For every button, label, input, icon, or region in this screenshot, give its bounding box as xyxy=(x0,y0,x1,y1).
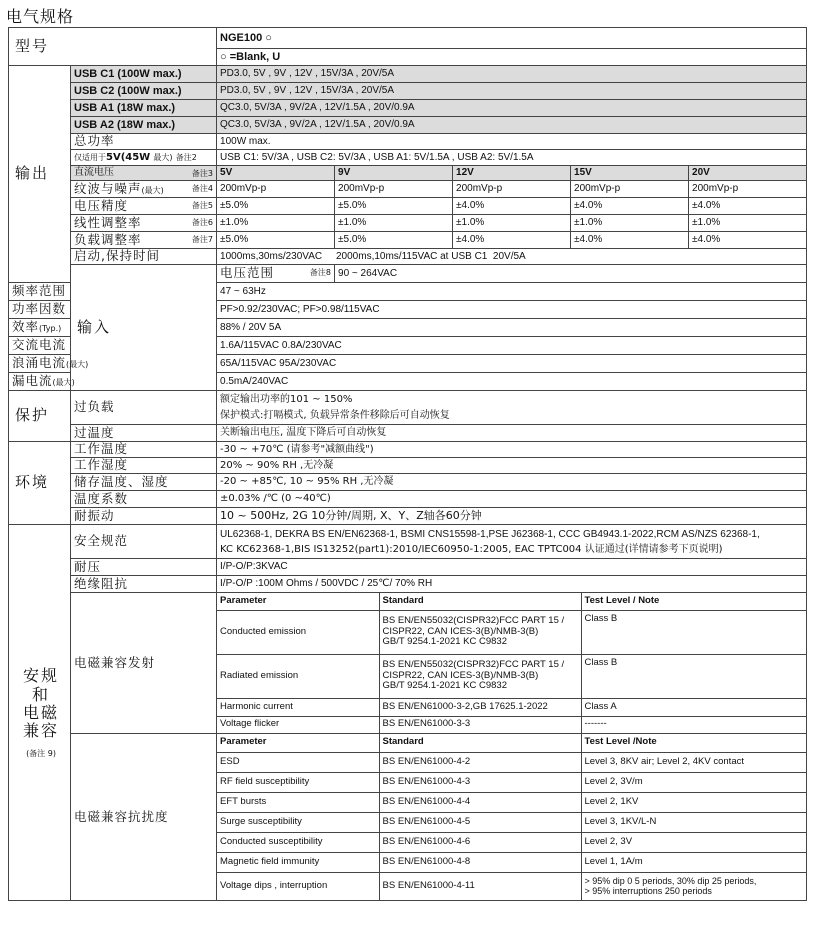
emission-standard: BS EN/EN61000-3-3 xyxy=(379,716,581,733)
overload-mode: 保护模式:打嗝模式, 负载异常条件移除后可自动恢复 xyxy=(217,408,807,425)
input-value: 47 ~ 63Hz xyxy=(217,283,807,301)
setup-hold-row xyxy=(9,249,807,265)
model-option: ○ =Blank, U xyxy=(217,49,807,66)
immunity-standard: BS EN/EN61000-4-4 xyxy=(379,792,581,812)
usb-row xyxy=(9,117,807,134)
safety-value: UL62368-1, DEKRA BS EN/EN62368-1, BSMI CNS15598-1,PSE J62368-1, CCC GB4943.1-2022,RCM AS/NZS 62368-1, KC KC62368-1,BIS IS13252(part1):2010/IEC60950-1:2005, EAC TPTC004 认证通过(详情请参考下页说明) xyxy=(217,525,807,559)
immunity-standard: BS EN/EN61000-4-6 xyxy=(379,832,581,852)
emission-header-standard: Standard xyxy=(379,593,581,610)
output-section-label: 输出 xyxy=(9,66,71,283)
safety-emc-label-line: 兼容 xyxy=(22,721,59,741)
env-row xyxy=(9,442,807,458)
safety-label: 安全规范 xyxy=(71,525,217,559)
emission-param: Harmonic current xyxy=(217,698,379,716)
overload-range: 额定输出功率的101 ~ 150% xyxy=(217,391,807,408)
ripple-value: 200mVp-p xyxy=(453,181,571,198)
emc-emission-cell xyxy=(217,593,807,734)
usb-row xyxy=(9,83,807,100)
usb-port-label: USB C1 (100W max.) xyxy=(71,66,217,83)
immunity-standard: BS EN/EN61000-4-11 xyxy=(379,872,581,900)
dc-voltage-value: 15V xyxy=(571,166,689,181)
emission-level: Class B xyxy=(581,610,806,654)
safety-emc-label-line: 和 xyxy=(31,684,50,704)
immunity-standard: BS EN/EN61000-4-3 xyxy=(379,772,581,792)
env-row xyxy=(9,508,807,525)
voltage-accuracy-value: ±4.0% xyxy=(571,198,689,215)
immunity-header-standard: Standard xyxy=(379,734,581,752)
immunity-row xyxy=(217,832,806,852)
environment-section-label: 环境 xyxy=(9,442,71,525)
env-label: 工作湿度 xyxy=(71,458,217,474)
usb-port-label: USB A2 (18W max.) xyxy=(71,117,217,134)
emission-level: Class B xyxy=(581,654,806,698)
emc-emission-label: 电磁兼容发射 xyxy=(71,593,217,734)
emc-immunity-cell xyxy=(217,734,807,901)
input-section-label: 输入 xyxy=(71,265,217,391)
dc-voltage-value: 5V xyxy=(217,166,335,181)
immunity-param: Voltage dips , interruption xyxy=(217,872,379,900)
total-power-label: 总功率 xyxy=(71,134,217,150)
model-label: 型号 xyxy=(9,28,217,66)
withstand-value: I/P-O/P:3KVAC xyxy=(217,559,807,576)
env-label: 温度系数 xyxy=(71,491,217,508)
immunity-header-level: Test Level /Note xyxy=(581,734,806,752)
input-label: 交流电流 xyxy=(9,337,71,355)
immunity-row xyxy=(217,852,806,872)
input-label: 功率因数 xyxy=(9,301,71,319)
ripple-value: 200mVp-p xyxy=(217,181,335,198)
dc-voltage-label: 直流电压 备注3 xyxy=(71,166,217,181)
emission-row xyxy=(217,698,806,716)
immunity-level: > 95% dip 0 5 periods, 30% dip 25 periods, > 95% interruptions 250 periods xyxy=(581,872,806,900)
dc-voltage-value: 20V xyxy=(689,166,807,181)
voltage-accuracy-row xyxy=(9,198,807,215)
immunity-level: Level 3, 1KV/L-N xyxy=(581,812,806,832)
voltage-accuracy-value: ±4.0% xyxy=(453,198,571,215)
load-regulation-value: ±4.0% xyxy=(689,232,807,249)
line-regulation-label: 线性调整率 备注6 xyxy=(71,215,217,232)
line-regulation-value: ±1.0% xyxy=(453,215,571,232)
input-label: 电压范围 备注8 xyxy=(217,265,335,283)
emc-emission-row xyxy=(9,593,807,734)
ripple-value: 200mVp-p xyxy=(571,181,689,198)
safety-emc-label-line: 电磁 xyxy=(22,702,59,722)
overload-row xyxy=(9,391,807,408)
usb-port-value: PD3.0, 5V , 9V , 12V , 15V/3A , 20V/5A xyxy=(217,83,807,100)
over-temp-label: 过温度 xyxy=(71,425,217,442)
only-5v-label: 仅适用于5V(45W 最大) 备注2 xyxy=(71,150,217,166)
emission-param: Radiated emission xyxy=(217,654,379,698)
immunity-table xyxy=(217,734,806,900)
only-5v-row xyxy=(9,150,807,166)
env-label: 工作温度 xyxy=(71,442,217,458)
model-value: NGE100 ○ xyxy=(217,28,807,49)
input-row xyxy=(9,265,807,283)
input-value: 1.6A/115VAC 0.8A/230VAC xyxy=(217,337,807,355)
env-row xyxy=(9,458,807,474)
voltage-accuracy-value: ±5.0% xyxy=(335,198,453,215)
env-value: ±0.03% /℃ (0 ~40℃) xyxy=(217,491,807,508)
emission-table xyxy=(217,593,806,733)
emission-header-level: Test Level / Note xyxy=(581,593,806,610)
input-label: 漏电流(最大) xyxy=(9,373,71,391)
emission-row xyxy=(217,654,806,698)
env-value: 20% ~ 90% RH ,无冷凝 xyxy=(217,458,807,474)
protection-section-label: 保护 xyxy=(9,391,71,442)
dc-voltage-row xyxy=(9,166,807,181)
input-value: 0.5mA/240VAC xyxy=(217,373,807,391)
emission-standard: BS EN/EN61000-3-2,GB 17625.1-2022 xyxy=(379,698,581,716)
usb-port-label: USB C2 (100W max.) xyxy=(71,83,217,100)
overload-label: 过负载 xyxy=(71,391,217,425)
ripple-value: 200mVp-p xyxy=(689,181,807,198)
load-regulation-value: ±5.0% xyxy=(335,232,453,249)
safety-row xyxy=(9,525,807,559)
immunity-standard: BS EN/EN61000-4-5 xyxy=(379,812,581,832)
load-regulation-value: ±5.0% xyxy=(217,232,335,249)
over-temp-row xyxy=(9,425,807,442)
env-row xyxy=(9,491,807,508)
withstand-row xyxy=(9,559,807,576)
safety-emc-label-line: 安规 xyxy=(22,666,59,686)
emc-immunity-row xyxy=(9,734,807,901)
immunity-param: ESD xyxy=(217,752,379,772)
setup-hold-value: 1000ms,30ms/230VAC 2000ms,10ms/115VAC at USB C1 20V/5A xyxy=(217,249,807,265)
emission-standard: BS EN/EN55032(CISPR32)FCC PART 15 / CISPR22, CAN ICES-3(B)/NMB-3(B) GB/T 9254.1-2021 KC C9832 xyxy=(379,610,581,654)
env-row xyxy=(9,474,807,491)
input-value: 88% / 20V 5A xyxy=(217,319,807,337)
emission-row xyxy=(217,716,806,733)
load-regulation-value: ±4.0% xyxy=(571,232,689,249)
immunity-row xyxy=(217,872,806,900)
usb-port-value: QC3.0, 5V/3A , 9V/2A , 12V/1.5A , 20V/0.9A xyxy=(217,100,807,117)
input-value: PF>0.92/230VAC; PF>0.98/115VAC xyxy=(217,301,807,319)
isolation-value: I/P-O/P :100M Ohms / 500VDC / 25℃/ 70% RH xyxy=(217,576,807,593)
emission-param: Conducted emission xyxy=(217,610,379,654)
env-label: 耐振动 xyxy=(71,508,217,525)
immunity-row xyxy=(217,752,806,772)
only-5v-value: USB C1: 5V/3A , USB C2: 5V/3A , USB A1: 5V/1.5A , USB A2: 5V/1.5A xyxy=(217,150,807,166)
line-regulation-value: ±1.0% xyxy=(689,215,807,232)
dc-voltage-value: 9V xyxy=(335,166,453,181)
safety-emc-section-label xyxy=(9,525,71,901)
env-value: -20 ~ +85℃, 10 ~ 95% RH ,无冷凝 xyxy=(217,474,807,491)
immunity-param: Surge susceptibility xyxy=(217,812,379,832)
input-value: 90 ~ 264VAC xyxy=(335,265,807,283)
emission-row xyxy=(217,610,806,654)
immunity-row xyxy=(217,772,806,792)
immunity-level: Level 1, 1A/m xyxy=(581,852,806,872)
line-regulation-row xyxy=(9,215,807,232)
usb-port-value: QC3.0, 5V/3A , 9V/2A , 12V/1.5A , 20V/0.9A xyxy=(217,117,807,134)
isolation-label: 绝缘阻抗 xyxy=(71,576,217,593)
line-regulation-value: ±1.0% xyxy=(217,215,335,232)
withstand-label: 耐压 xyxy=(71,559,217,576)
usb-row xyxy=(9,66,807,83)
env-value: 10 ~ 500Hz, 2G 10分钟/周期, X、Y、Z轴各60分钟 xyxy=(217,508,807,525)
immunity-param: Magnetic field immunity xyxy=(217,852,379,872)
ripple-value: 200mVp-p xyxy=(335,181,453,198)
emission-level: ------- xyxy=(581,716,806,733)
total-power-value: 100W max. xyxy=(217,134,807,150)
emission-level: Class A xyxy=(581,698,806,716)
emission-standard: BS EN/EN55032(CISPR32)FCC PART 15 / CISPR22, CAN ICES-3(B)/NMB-3(B) GB/T 9254.1-2021 KC C9832 xyxy=(379,654,581,698)
usb-port-label: USB A1 (18W max.) xyxy=(71,100,217,117)
voltage-accuracy-value: ±5.0% xyxy=(217,198,335,215)
voltage-accuracy-value: ±4.0% xyxy=(689,198,807,215)
dc-voltage-value: 12V xyxy=(453,166,571,181)
load-regulation-label: 负载调整率 备注7 xyxy=(71,232,217,249)
document-title: 电气规格 xyxy=(6,7,75,26)
ripple-label: 纹波与噪声(最大) 备注4 xyxy=(71,181,217,198)
immunity-level: Level 2, 1KV xyxy=(581,792,806,812)
immunity-header xyxy=(217,734,806,752)
voltage-accuracy-label: 电压精度 备注5 xyxy=(71,198,217,215)
immunity-param: Conducted susceptibility xyxy=(217,832,379,852)
immunity-param: RF field susceptibility xyxy=(217,772,379,792)
emission-header xyxy=(217,593,806,610)
immunity-header-param: Parameter xyxy=(217,734,379,752)
immunity-row xyxy=(217,792,806,812)
immunity-standard: BS EN/EN61000-4-8 xyxy=(379,852,581,872)
model-row xyxy=(9,28,807,49)
input-value: 65A/115VAC 95A/230VAC xyxy=(217,355,807,373)
env-value: -30 ~ +70℃ (请参考"减额曲线") xyxy=(217,442,807,458)
immunity-level: Level 2, 3V xyxy=(581,832,806,852)
total-power-row xyxy=(9,134,807,150)
load-regulation-row xyxy=(9,232,807,249)
immunity-level: Level 3, 8KV air; Level 2, 4KV contact xyxy=(581,752,806,772)
immunity-param: EFT bursts xyxy=(217,792,379,812)
env-label: 储存温度、湿度 xyxy=(71,474,217,491)
load-regulation-value: ±4.0% xyxy=(453,232,571,249)
immunity-row xyxy=(217,812,806,832)
spec-table xyxy=(8,27,807,901)
line-regulation-value: ±1.0% xyxy=(335,215,453,232)
line-regulation-value: ±1.0% xyxy=(571,215,689,232)
input-label: 效率(Typ.) xyxy=(9,319,71,337)
over-temp-value: 关断输出电压, 温度下降后可自动恢复 xyxy=(217,425,807,442)
input-label: 浪涌电流(最大) xyxy=(9,355,71,373)
setup-hold-label: 启动,保持时间 xyxy=(71,249,217,265)
usb-port-value: PD3.0, 5V , 9V , 12V , 15V/3A , 20V/5A xyxy=(217,66,807,83)
emc-immunity-label: 电磁兼容抗扰度 xyxy=(71,734,217,901)
immunity-standard: BS EN/EN61000-4-2 xyxy=(379,752,581,772)
immunity-level: Level 2, 3V/m xyxy=(581,772,806,792)
ripple-row xyxy=(9,181,807,198)
safety-emc-note: (备注 9) xyxy=(26,748,56,758)
usb-row xyxy=(9,100,807,117)
isolation-row xyxy=(9,576,807,593)
input-label: 频率范围 xyxy=(9,283,71,301)
emission-param: Voltage flicker xyxy=(217,716,379,733)
emission-header-param: Parameter xyxy=(217,593,379,610)
